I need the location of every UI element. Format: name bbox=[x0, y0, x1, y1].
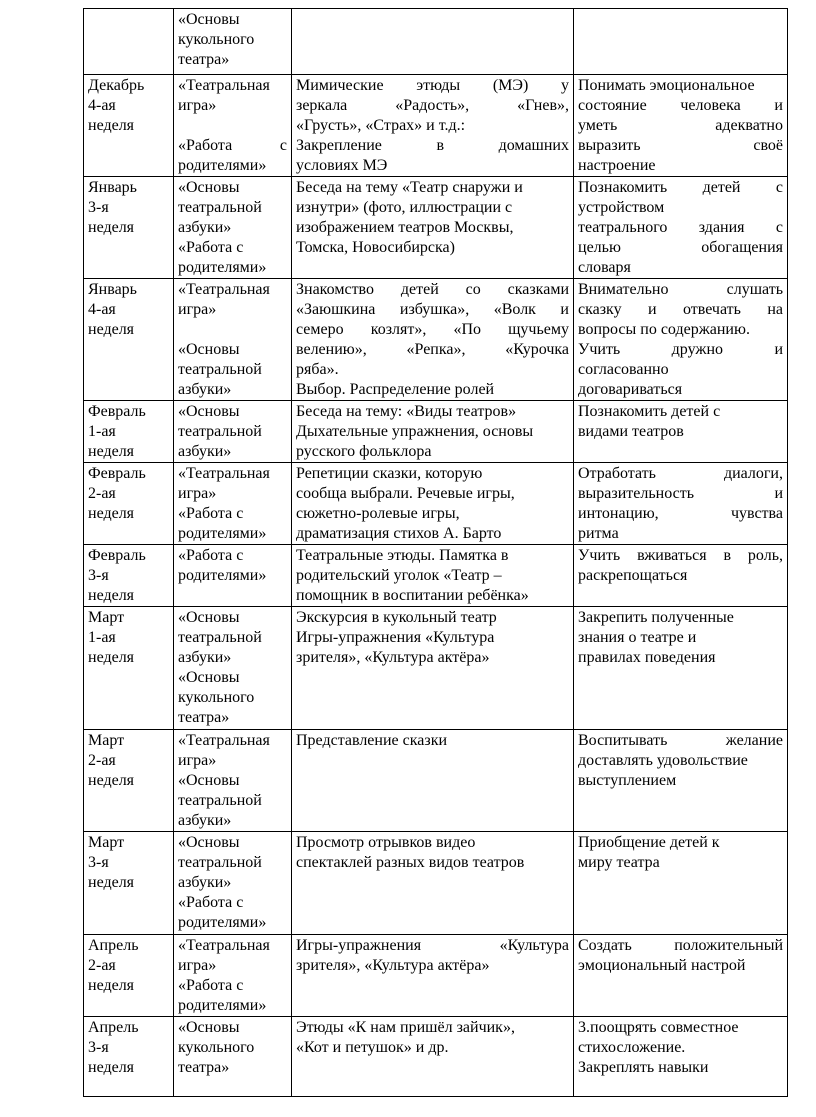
cell-line: спектаклей разных видов театров bbox=[296, 854, 525, 871]
cell-line: целью обогащения bbox=[578, 239, 783, 256]
forms-cell bbox=[174, 545, 292, 607]
cell-line: «Основы bbox=[178, 403, 240, 420]
cell-line: «Работа с bbox=[178, 977, 244, 994]
goals-cell bbox=[574, 463, 788, 545]
forms-cell bbox=[174, 832, 292, 935]
cell-line: настроение bbox=[578, 157, 656, 174]
table-row bbox=[84, 607, 788, 730]
cell-line: выразить своё bbox=[578, 137, 783, 154]
cell-line: игра» bbox=[178, 485, 217, 502]
table-row bbox=[84, 1017, 788, 1097]
cell-line: Томска, Новосибирска) bbox=[296, 239, 455, 256]
goals-cell bbox=[574, 1017, 788, 1097]
cell-line: 4-ая bbox=[88, 301, 116, 318]
cell-line: «Работа с bbox=[178, 894, 244, 911]
table-row bbox=[84, 401, 788, 463]
cell-line: Закреплять навыки bbox=[578, 1059, 709, 1076]
cell-line: уметь адекватно bbox=[578, 117, 783, 134]
goals-cell bbox=[574, 935, 788, 1017]
cell-line: театральной bbox=[178, 629, 262, 646]
forms-cell bbox=[174, 279, 292, 401]
cell-line: «Заюшкина избушка», «Волк и bbox=[296, 301, 569, 318]
forms-cell bbox=[174, 1017, 292, 1097]
forms-cell bbox=[174, 9, 292, 75]
cell-line: театральной bbox=[178, 199, 262, 216]
cell-line: Приобщение детей к bbox=[578, 834, 720, 851]
cell-line: зеркала «Радость», «Гнев», bbox=[296, 97, 569, 114]
activity-plan-table bbox=[83, 8, 788, 1097]
period-cell bbox=[84, 401, 174, 463]
cell-line: видами театров bbox=[578, 423, 684, 440]
period-cell bbox=[84, 545, 174, 607]
cell-line: «Работа с bbox=[178, 239, 244, 256]
cell-line: 3-я bbox=[88, 854, 109, 871]
cell-line: вопросы по содержанию. bbox=[578, 321, 750, 338]
cell-line: изображением театров Москвы, bbox=[296, 219, 514, 236]
table-row bbox=[84, 177, 788, 279]
cell-line bbox=[178, 116, 287, 136]
cell-line: изнутри» (фото, иллюстрации с bbox=[296, 199, 513, 216]
cell-line: неделя bbox=[88, 117, 135, 134]
cell-line: азбуки» bbox=[178, 381, 232, 398]
cell-line: Понимать эмоциональное bbox=[578, 77, 755, 94]
cell-line: кукольного bbox=[178, 31, 255, 48]
cell-line: театра» bbox=[178, 51, 230, 68]
content-cell bbox=[292, 832, 574, 935]
cell-line: Отработать диалоги, bbox=[578, 465, 783, 482]
cell-line: 1-ая bbox=[88, 629, 116, 646]
cell-line: Учить дружно и bbox=[578, 341, 783, 358]
forms-cell bbox=[174, 730, 292, 832]
cell-line: сюжетно-ролевые игры, bbox=[296, 505, 460, 522]
cell-line: игра» bbox=[178, 97, 217, 114]
cell-line: Игры-упражнения «Культура bbox=[296, 937, 569, 954]
content-cell bbox=[292, 75, 574, 177]
cell-line: «Кот и петушок» и др. bbox=[296, 1039, 449, 1056]
cell-line: 2-ая bbox=[88, 485, 116, 502]
cell-line: неделя bbox=[88, 649, 135, 666]
cell-line: «Работа с bbox=[178, 505, 244, 522]
cell-line: неделя bbox=[88, 505, 135, 522]
table-row bbox=[84, 463, 788, 545]
cell-line: помощник в воспитании ребёнка» bbox=[296, 587, 529, 604]
cell-line: устройством bbox=[578, 199, 665, 216]
cell-line: театральной bbox=[178, 792, 262, 809]
cell-line: Закрепление в домашних bbox=[296, 137, 569, 154]
cell-line: азбуки» bbox=[178, 219, 232, 236]
cell-line: Познакомить детей с bbox=[578, 403, 721, 420]
cell-line: ряба». bbox=[296, 361, 339, 378]
cell-line: театральной bbox=[178, 423, 262, 440]
cell-line bbox=[178, 320, 287, 340]
cell-line: «Театральная bbox=[178, 281, 270, 298]
goals-cell bbox=[574, 9, 788, 75]
content-cell bbox=[292, 1017, 574, 1097]
cell-line: Этюды «К нам пришёл зайчик», bbox=[296, 1019, 515, 1036]
goals-cell bbox=[574, 832, 788, 935]
content-cell bbox=[292, 279, 574, 401]
cell-line: 4-ая bbox=[88, 97, 116, 114]
cell-line: сообща выбрали. Речевые игры, bbox=[296, 485, 515, 502]
cell-line: «Театральная bbox=[178, 732, 270, 749]
cell-line: родительский уголок «Театр – bbox=[296, 567, 502, 584]
cell-line: 3-я bbox=[88, 567, 109, 584]
cell-line: неделя bbox=[88, 772, 135, 789]
forms-cell bbox=[174, 607, 292, 730]
cell-line: ритма bbox=[578, 525, 619, 542]
cell-line: «Основы bbox=[178, 772, 240, 789]
period-cell bbox=[84, 832, 174, 935]
cell-line: Учить вживаться в роль, bbox=[578, 547, 783, 564]
cell-line: эмоциональный настрой bbox=[578, 957, 746, 974]
cell-line: Познакомить детей с bbox=[578, 179, 783, 196]
cell-line: «Основы bbox=[178, 179, 240, 196]
cell-line: условиях МЭ bbox=[296, 157, 388, 174]
table-row bbox=[84, 730, 788, 832]
cell-line: Февраль bbox=[88, 403, 146, 420]
cell-line: Представление сказки bbox=[296, 732, 448, 749]
cell-line: Выбор. Распределение ролей bbox=[296, 381, 495, 398]
cell-line: словаря bbox=[578, 259, 631, 276]
period-cell bbox=[84, 730, 174, 832]
content-cell bbox=[292, 177, 574, 279]
cell-line: Беседа на тему: «Виды театров» bbox=[296, 403, 517, 420]
goals-cell bbox=[574, 730, 788, 832]
cell-line: Игры-упражнения «Культура bbox=[296, 629, 495, 646]
content-cell bbox=[292, 545, 574, 607]
content-cell bbox=[292, 463, 574, 545]
cell-line: «Театральная bbox=[178, 77, 270, 94]
cell-line: раскрепощаться bbox=[578, 567, 688, 584]
cell-line: Апрель bbox=[88, 937, 139, 954]
cell-line: Мимические этюды (МЭ) у bbox=[296, 77, 569, 94]
cell-line: неделя bbox=[88, 874, 135, 891]
period-cell bbox=[84, 1017, 174, 1097]
cell-line: родителями» bbox=[178, 525, 267, 542]
forms-cell bbox=[174, 463, 292, 545]
period-cell bbox=[84, 177, 174, 279]
cell-line: кукольного bbox=[178, 1039, 255, 1056]
cell-line: «Работа с bbox=[178, 137, 287, 154]
goals-cell bbox=[574, 545, 788, 607]
cell-line: Театральные этюды. Памятка в bbox=[296, 547, 509, 564]
cell-line: русского фольклора bbox=[296, 443, 432, 460]
cell-line: неделя bbox=[88, 443, 135, 460]
content-cell bbox=[292, 935, 574, 1017]
content-cell bbox=[292, 9, 574, 75]
cell-line: Февраль bbox=[88, 547, 146, 564]
table-row bbox=[84, 75, 788, 177]
cell-line: игра» bbox=[178, 301, 217, 318]
cell-line: миру театра bbox=[578, 854, 660, 871]
cell-line: Беседа на тему «Театр снаружи и bbox=[296, 179, 523, 196]
goals-cell bbox=[574, 401, 788, 463]
cell-line: неделя bbox=[88, 321, 135, 338]
goals-cell bbox=[574, 279, 788, 401]
forms-cell bbox=[174, 935, 292, 1017]
cell-line: 2-ая bbox=[88, 752, 116, 769]
table-row bbox=[84, 832, 788, 935]
cell-line: 3-я bbox=[88, 199, 109, 216]
cell-line: театральной bbox=[178, 854, 262, 871]
cell-line: Март bbox=[88, 834, 125, 851]
cell-line: неделя bbox=[88, 977, 135, 994]
cell-line: Воспитывать желание bbox=[578, 732, 783, 749]
table-row bbox=[84, 279, 788, 401]
content-cell bbox=[292, 730, 574, 832]
cell-line: доставлять удовольствие bbox=[578, 752, 748, 769]
cell-line: азбуки» bbox=[178, 443, 232, 460]
forms-cell bbox=[174, 401, 292, 463]
cell-line: состояние человека и bbox=[578, 97, 783, 114]
cell-line: 1-ая bbox=[88, 423, 116, 440]
cell-line: договариваться bbox=[578, 381, 683, 398]
cell-line: «Театральная bbox=[178, 465, 270, 482]
forms-cell bbox=[174, 75, 292, 177]
cell-line: драматизация стихов А. Барто bbox=[296, 525, 502, 542]
period-cell bbox=[84, 75, 174, 177]
table-row bbox=[84, 9, 788, 75]
cell-line: знания о театре и bbox=[578, 629, 697, 646]
cell-line: «Основы bbox=[178, 341, 240, 358]
cell-line: Знакомство детей со сказками bbox=[296, 281, 569, 298]
cell-line: выразительность и bbox=[578, 485, 783, 502]
cell-line: 3-я bbox=[88, 1039, 109, 1056]
period-cell bbox=[84, 935, 174, 1017]
table-body bbox=[84, 9, 788, 1097]
cell-line: неделя bbox=[88, 587, 135, 604]
cell-line: театрального здания с bbox=[578, 219, 783, 236]
cell-line: «Основы bbox=[178, 609, 240, 626]
table-row bbox=[84, 545, 788, 607]
cell-line: велению», «Репка», «Курочка bbox=[296, 341, 569, 358]
cell-line: Январь bbox=[88, 281, 137, 298]
cell-line: родителями» bbox=[178, 997, 267, 1014]
cell-line: родителями» bbox=[178, 259, 267, 276]
goals-cell bbox=[574, 177, 788, 279]
cell-line: выступлением bbox=[578, 772, 677, 789]
cell-line: «Основы bbox=[178, 11, 240, 28]
cell-line: 2-ая bbox=[88, 957, 116, 974]
cell-line: азбуки» bbox=[178, 812, 232, 829]
cell-line: неделя bbox=[88, 1059, 135, 1076]
cell-line: «Основы bbox=[178, 1019, 240, 1036]
cell-line: кукольного bbox=[178, 689, 255, 706]
cell-line: театральной bbox=[178, 361, 262, 378]
cell-line: зрителя», «Культура актёра» bbox=[296, 649, 490, 666]
goals-cell bbox=[574, 75, 788, 177]
cell-line: 3.поощрять совместное bbox=[578, 1019, 739, 1036]
cell-line: Дыхательные упражнения, основы bbox=[296, 423, 534, 440]
goals-cell bbox=[574, 607, 788, 730]
cell-line: Экскурсия в кукольный театр bbox=[296, 609, 497, 626]
period-cell bbox=[84, 279, 174, 401]
cell-line: «Грусть», «Страх» и т.д.: bbox=[296, 117, 466, 134]
cell-line: стихосложение. bbox=[578, 1039, 686, 1056]
cell-line: родителями» bbox=[178, 157, 267, 174]
cell-line: Закрепить полученные bbox=[578, 609, 734, 626]
cell-line: Внимательно слушать bbox=[578, 281, 783, 298]
cell-line: Создать положительный bbox=[578, 937, 783, 954]
cell-line: правилах поведения bbox=[578, 649, 716, 666]
cell-line: театра» bbox=[178, 1059, 230, 1076]
cell-line: интонацию, чувства bbox=[578, 505, 783, 522]
cell-line: Март bbox=[88, 609, 125, 626]
period-cell bbox=[84, 9, 174, 75]
cell-line: «Работа с bbox=[178, 547, 244, 564]
cell-line: согласованно bbox=[578, 361, 669, 378]
cell-line: родителями» bbox=[178, 567, 267, 584]
cell-line: родителями» bbox=[178, 914, 267, 931]
period-cell bbox=[84, 463, 174, 545]
cell-line: Декабрь bbox=[88, 77, 145, 94]
cell-line: Февраль bbox=[88, 465, 146, 482]
content-cell bbox=[292, 607, 574, 730]
cell-line: азбуки» bbox=[178, 874, 232, 891]
cell-line: Апрель bbox=[88, 1019, 139, 1036]
cell-line: игра» bbox=[178, 752, 217, 769]
cell-line: Январь bbox=[88, 179, 137, 196]
period-cell bbox=[84, 607, 174, 730]
cell-line: «Основы bbox=[178, 834, 240, 851]
cell-line: «Основы bbox=[178, 669, 240, 686]
cell-line: «Театральная bbox=[178, 937, 270, 954]
content-cell bbox=[292, 401, 574, 463]
cell-line: игра» bbox=[178, 957, 217, 974]
cell-line: Просмотр отрывков видео bbox=[296, 834, 476, 851]
cell-line: неделя bbox=[88, 219, 135, 236]
cell-line: зрителя», «Культура актёра» bbox=[296, 957, 490, 974]
forms-cell bbox=[174, 177, 292, 279]
cell-line: Март bbox=[88, 732, 125, 749]
cell-line: Репетиции сказки, которую bbox=[296, 465, 483, 482]
cell-line: азбуки» bbox=[178, 649, 232, 666]
cell-line: семеро козлят», «По щучьему bbox=[296, 321, 569, 338]
table-row bbox=[84, 935, 788, 1017]
cell-line: театра» bbox=[178, 709, 230, 726]
cell-line: сказку и отвечать на bbox=[578, 301, 783, 318]
